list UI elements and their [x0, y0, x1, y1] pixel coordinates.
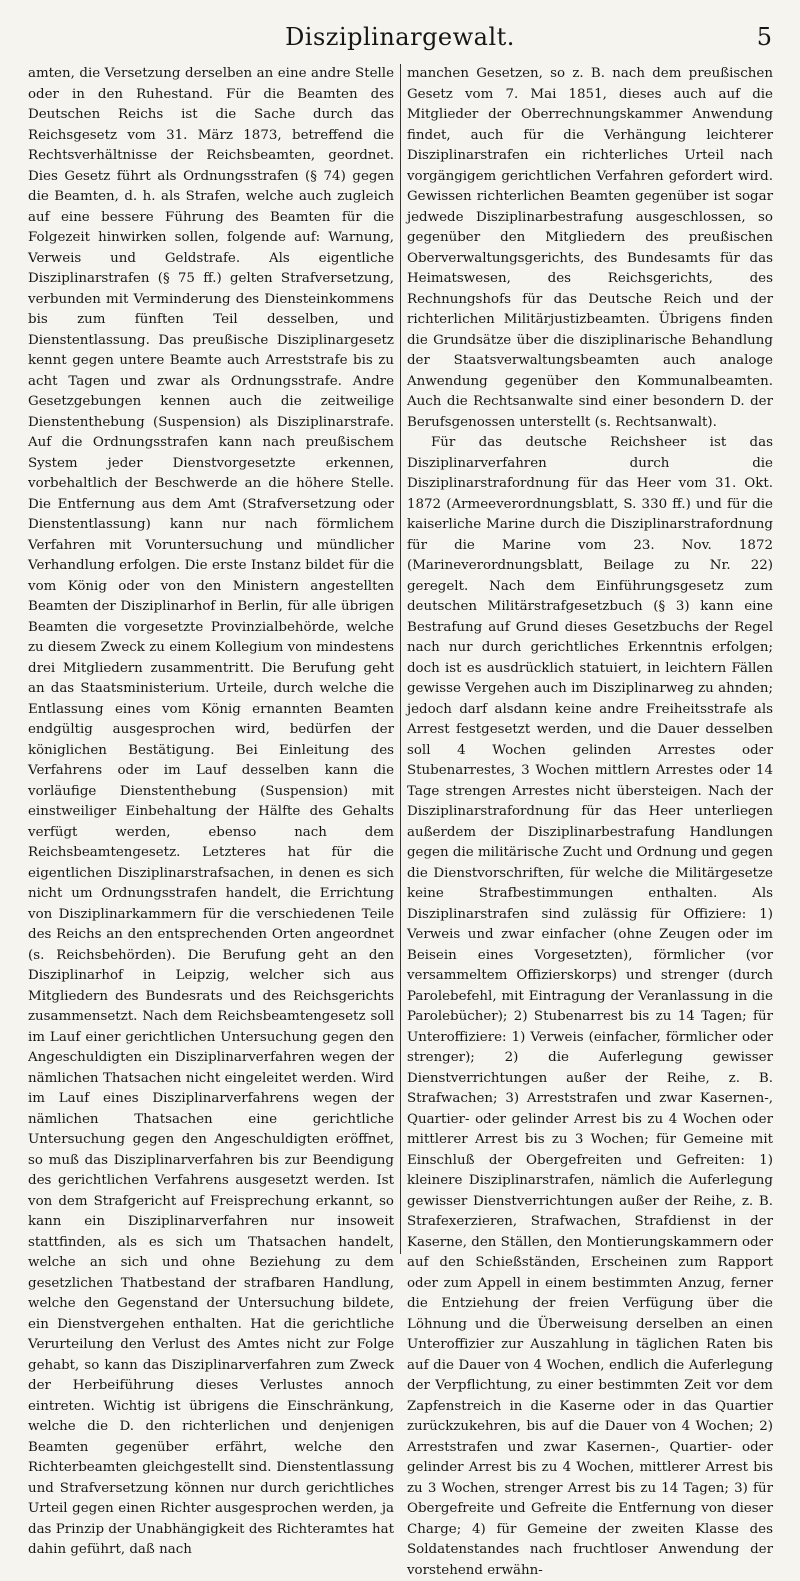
left-paragraph-1: amten, die Versetzung derselben an eine andre Stelle oder in den Ruhestand. Für die Beamten des Deutschen Reichs ist die Sache durch das Reichsgesetz vom 31. März 1873, betreffend die Rechtsverhältnisse der Reichsbeamten, geordnet. Dies Gesetz führt als Ordnungsstrafen (§ 74) gegen die Beamten, d. h. als Strafen, welche auch zugleich auf eine bessere Führung des Beamten für die Folgezeit hinwirken sollen, folgende auf: Warnung, Verweis und Geldstrafe. Als eigentliche Disziplinarstrafen (§ 75 ff.) gelten Strafversetzung, verbunden mit Verminderung des Diensteinkommens bis zum fünften Teil desselben, und Dienstentlassung. Das preußische Disziplinargesetz kennt gegen untere Beamte auch Arreststrafe bis zu acht Tagen und zwar als Ordnungsstrafe. Andre Gesetzgebungen kennen auch die zeitweilige Dienstenthebung (Suspension) als Disziplinarstrafe. Auf die Ordnungsstrafen kann nach preußischem System jeder Dienstvorgesetzte erkennen, vorbehaltlich der Beschwerde an die höhere Stelle. Die Entfernung aus dem Amt (Strafversetzung oder Dienstentlassung) kann nur nach förmlichem Verfahren mit Voruntersuchung und mündlicher Verhandlung erfolgen. Die erste Instanz bildet für die vom König oder von den Ministern angestellten Beamten der Disziplinarhof in Berlin, für alle übrigen Beamten die vorgesetzte Provinzialbehörde, welche zu diesem Zweck zu einem Kollegium von mindestens drei Mitgliedern zusammentritt. Die Berufung geht an das Staatsministerium. Urteile, durch welche die Entlassung eines vom König ernannten Beamten endgültig ausgesprochen wird, bedürfen der königlichen Bestätigung. Bei Einleitung des Verfahrens oder im Lauf desselben kann die vorläufige Dienstenthebung (Suspension) mit einstweiliger Einbehaltung der Hälfte des Gehalts verfügt werden, ebenso nach dem Reichsbeamtengesetz. Letzteres hat für die eigentlichen Disziplinarstrafsachen, in denen es sich nicht um Ordnungsstrafen handelt, die Errichtung von Disziplinarkammern für die verschiedenen Teile des Reichs an den entsprechenden Orten angeordnet (s. Reichsbehörden). Die Berufung geht an den Disziplinarhof in Leipzig, welcher sich aus Mitgliedern des Bundesrats und des Reichsgerichts zusammensetzt. Nach dem Reichsbeamtengesetz soll im Lauf einer gerichtlichen Untersuchung gegen den Angeschuldigten ein Disziplinarverfahren wegen der nämlichen Thatsachen nicht eingeleitet werden. Wird im Lauf eines Disziplinarverfahrens wegen der nämlichen Thatsachen eine gerichtliche Untersuchung gegen den Angeschuldigten eröffnet, so muß das Disziplinarverfahren bis zur Beendigung des gerichtlichen Verfahrens ausgesetzt werden. Ist von dem Strafgericht auf Freisprechung erkannt, so kann ein Disziplinarverfahren nur insoweit stattfinden, als es sich um Thatsachen handelt, welche an sich und ohne Beziehung zu dem gesetzlichen Thatbestand der strafbaren Handlung, welche den Gegenstand der Untersuchung bildete, ein Dienstvergehen enthalten. Hat die gerichtliche Verurteilung den Verlust des Amtes nicht zur Folge gehabt, so kann das Disziplinarverfahren zum Zweck der Herbeiführung dieses Verlustes annoch eintreten. Wichtig ist übrigens die Einschränkung, welche die D. den richterlichen und denjenigen Beamten gegenüber erfährt, welche den Richterbeamten gleichgestellt sind. Dienstentlassung und Strafversetzung können nur durch gerichtliches Urteil gegen einen Richter ausgesprochen werden, ja das Prinzip der Unabhängigkeit des Richteramtes hat dahin geführt, daß nach — [28, 66, 394, 1557]
right-column — [406, 64, 773, 1578]
right-paragraph-2: Für das deutsche Reichsheer ist das Disziplinarverfahren durch die Disziplinarstrafordnung für das Heer vom 31. Okt. 1872 (Armeeverordnungsblatt, S. 330 ff.) und für die kaiserliche Marine durch die Disziplinarstrafordnung für die Marine vom 23. Nov. 1872 (Marineverordnungsblatt, Beilage zu Nr. 22) geregelt. Nach dem Einführungsgesetz zum deutschen Militärstrafgesetzbuch (§ 3) kann eine Bestrafung auf Grund dieses Gesetzbuchs der Regel nach nur durch gerichtliches Erkenntnis erfolgen; doch ist es ausdrücklich statuiert, in leichtern Fällen gewisse Vergehen auch im Disziplinarweg zu ahnden; jedoch darf alsdann keine andre Freiheitsstrafe als Arrest festgesetzt werden, und die Dauer desselben soll 4 Wochen gelinden Arrestes oder Stubenarrestes, 3 Wochen mittlern Arrestes oder 14 Tage strengen Arrestes nicht übersteigen. Nach der Disziplinarstrafordnung für das Heer unterliegen außerdem der Disziplinarbestrafung Handlungen gegen die militärische Zucht und Ordnung und gegen die Dienstvorschriften, für welche die Militärgesetze keine Strafbestimmungen enthalten. Als Disziplinarstrafen sind zulässig für Offiziere: 1) Verweis und zwar einfacher (ohne Zeugen oder im Beisein eines Vorgesetzten), förmlicher (vor versammeltem Offizierskorps) und strenger (durch Parolebefehl, mit Eintragung der Veranlassung in die Parolebücher); 2) Stubenarrest bis zu 14 Tagen; für Unteroffiziere: 1) Verweis (einfacher, förmlicher oder strenger); 2) die Auferlegung gewisser Dienstverrichtungen außer der Reihe, z. B. Strafwachen; 3) Arreststrafen und zwar Kasernen-, Quartier- oder gelinder Arrest bis zu 4 Wochen oder mittlerer Arrest bis zu 3 Wochen; für Gemeine mit Einschluß der Obergefreiten und Gefreiten: 1) kleinere Disziplinarstrafen, nämlich die Auferlegung gewisser Dienstverrichtungen außer der Reihe, z. B. Strafexerzieren, Strafwachen, Strafdienst in der Kaserne, den Ställen, den Montierungskammern oder auf den Schießständen, Erscheinen zum Rapport oder zum Appell in einem bestimmten Anzug, ferner die Entziehung der freien Verfügung über die Löhnung und die Überweisung derselben an einen Unteroffizier zur Auszahlung in täglichen Raten bis auf die Dauer von 4 Wochen, endlich die Auferlegung der Verpflichtung, zu einer bestimmten Zeit vor dem Zapfenstreich in die Kaserne oder in das Quartier zurückzukehren, bis auf die Dauer von 4 Wochen; 2) Arreststrafen und zwar Kasernen-, Quartier- oder gelinder Arrest bis zu 4 Wochen, mittlerer Arrest bis zu 3 Wochen, strenger Arrest bis zu 14 Tagen; 3) für Obergefreite und Gefreite die Entfernung von dieser Charge; 4) für Gemeine der zweiten Klasse des Soldatenstandes nach fruchtloser Anwendung der vorstehend erwähn- — [406, 435, 773, 1578]
page-number: 5 — [756, 23, 772, 51]
page-title: Disziplinargewalt. — [285, 23, 515, 51]
column-divider — [400, 64, 401, 1254]
running-header — [28, 20, 772, 54]
right-paragraph-1: manchen Gesetzen, so z. B. nach dem preußischen Gesetz vom 7. Mai 1851, dieses auch auf die Mitglieder der Oberrechnungskammer Anwendung findet, auch für die Verhängung leichterer Disziplinarstrafen ein richterliches Urteil nach vorgängigem gerichtlichen Verfahren gefordert wird. Gewissen richterlichen Beamten gegenüber ist sogar jedwede Disziplinarbestrafung ausgeschlossen, so gegenüber den Mitgliedern des preußischen Oberverwaltungsgerichts, des Bundesamts für das Heimatswesen, des Reichsgerichts, des Rechnungshofs für das Deutsche Reich und der richterlichen Militärjustizbeamten. Übrigens finden die Grundsätze über die disziplinarische Behandlung der Staatsverwaltungsbeamten auch analoge Anwendung gegenüber den Kommunalbeamten. Auch die Rechtsanwalte sind einer besondern D. der Berufsgenossen unterstellt (s. Rechtsanwalt). — [406, 66, 773, 430]
left-column — [28, 64, 394, 1557]
text-columns — [28, 64, 773, 1578]
